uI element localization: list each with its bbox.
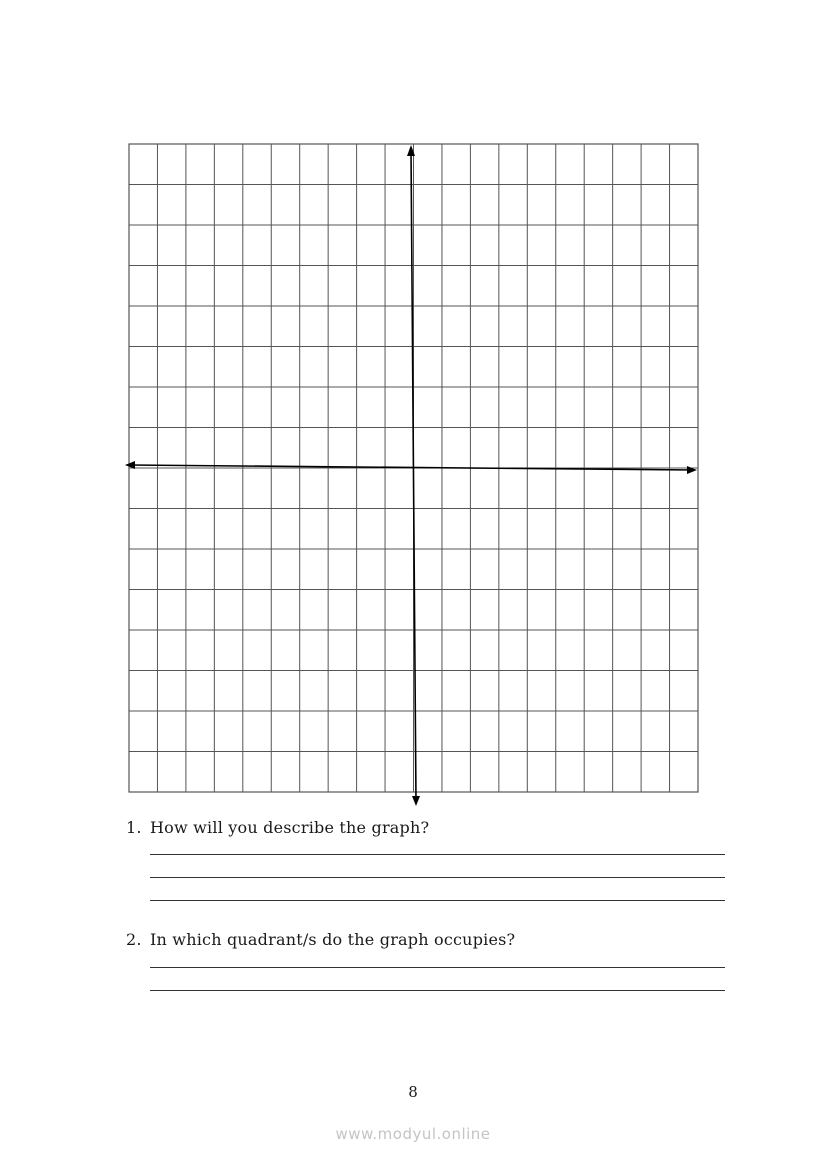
answer-line[interactable]	[150, 900, 725, 901]
answer-line[interactable]	[150, 877, 725, 878]
question-1-number: 1.	[126, 818, 142, 837]
question-2-number: 2.	[126, 930, 142, 949]
question-2-text: In which quadrant/s do the graph occupies?	[150, 930, 516, 949]
question-2	[126, 930, 515, 949]
y-axis-down-arrow-icon	[412, 796, 420, 806]
question-1-text: How will you describe the graph?	[150, 818, 430, 837]
answer-line[interactable]	[150, 990, 725, 991]
answer-line[interactable]	[150, 854, 725, 855]
watermark: www.modyul.online	[335, 1125, 491, 1143]
question-1	[126, 818, 429, 837]
page-number: 8	[408, 1083, 418, 1101]
x-axis-right-arrow-icon	[687, 466, 697, 474]
answer-line[interactable]	[150, 967, 725, 968]
